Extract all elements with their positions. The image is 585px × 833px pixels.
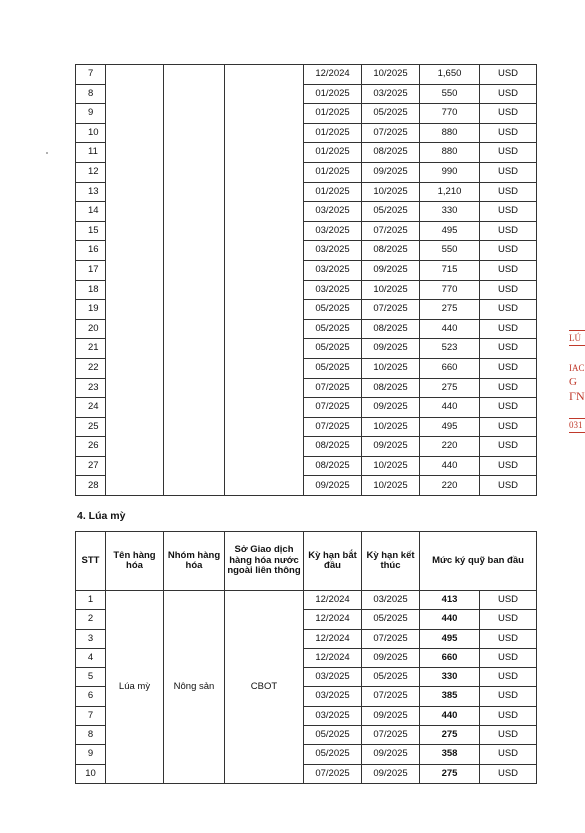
margin-value-cell: 275 — [420, 764, 480, 783]
currency-cell: USD — [480, 437, 537, 457]
commodity-group-cell: Nông sản — [164, 591, 225, 784]
start-term-cell: 05/2025 — [304, 300, 362, 320]
row-number: 21 — [76, 339, 106, 359]
currency-cell: USD — [480, 726, 537, 745]
margin-value-cell: 440 — [420, 610, 480, 629]
start-term-cell: 03/2025 — [304, 280, 362, 300]
table-row — [76, 65, 537, 85]
row-number: 4 — [76, 648, 106, 667]
currency-cell: USD — [480, 84, 537, 104]
end-term-cell: 08/2025 — [362, 241, 420, 261]
margin-value-cell: 275 — [420, 726, 480, 745]
start-term-cell: 05/2025 — [304, 745, 362, 764]
margin-value-cell: 220 — [420, 476, 480, 496]
currency-cell: USD — [480, 260, 537, 280]
start-term-cell: 03/2025 — [304, 202, 362, 222]
end-term-cell: 09/2025 — [362, 260, 420, 280]
section-title: 4. Lúa mỳ — [77, 510, 126, 522]
row-number: 18 — [76, 280, 106, 300]
row-number: 10 — [76, 764, 106, 783]
row-number: 16 — [76, 241, 106, 261]
header-commodity-group: Nhóm hàng hóa — [164, 532, 225, 591]
row-number: 2 — [76, 610, 106, 629]
currency-cell: USD — [480, 358, 537, 378]
currency-cell: USD — [480, 143, 537, 163]
row-number: 8 — [76, 84, 106, 104]
header-stt: STT — [76, 532, 106, 591]
margin-value-cell: 495 — [420, 417, 480, 437]
currency-cell: USD — [480, 398, 537, 418]
margin-value-cell: 660 — [420, 358, 480, 378]
end-term-cell: 09/2025 — [362, 648, 420, 667]
row-number: 14 — [76, 202, 106, 222]
end-term-cell: 05/2025 — [362, 610, 420, 629]
end-term-cell: 07/2025 — [362, 123, 420, 143]
stamp-rule — [569, 345, 585, 346]
row-number: 23 — [76, 378, 106, 398]
start-term-cell: 07/2025 — [304, 398, 362, 418]
end-term-cell: 07/2025 — [362, 629, 420, 648]
end-term-cell: 10/2025 — [362, 358, 420, 378]
end-term-cell: 10/2025 — [362, 476, 420, 496]
end-term-cell: 07/2025 — [362, 687, 420, 706]
margin-value-cell: 440 — [420, 456, 480, 476]
currency-cell: USD — [480, 241, 537, 261]
row-number: 28 — [76, 476, 106, 496]
header-end-term: Kỳ hạn kết thúc — [362, 532, 420, 591]
row-number: 25 — [76, 417, 106, 437]
currency-cell: USD — [480, 300, 537, 320]
margin-value-cell: 413 — [420, 591, 480, 610]
start-term-cell: 03/2025 — [304, 687, 362, 706]
currency-cell: USD — [480, 456, 537, 476]
stamp-text: IAC — [569, 363, 585, 373]
end-term-cell: 10/2025 — [362, 280, 420, 300]
row-number: 19 — [76, 300, 106, 320]
margin-value-cell: 550 — [420, 84, 480, 104]
start-term-cell: 05/2025 — [304, 319, 362, 339]
start-term-cell: 12/2024 — [304, 629, 362, 648]
currency-cell: USD — [480, 687, 537, 706]
start-term-cell: 03/2025 — [304, 260, 362, 280]
exchange-cell — [225, 65, 304, 496]
end-term-cell: 09/2025 — [362, 339, 420, 359]
row-number: 8 — [76, 726, 106, 745]
row-number: 22 — [76, 358, 106, 378]
start-term-cell: 01/2025 — [304, 84, 362, 104]
start-term-cell: 03/2025 — [304, 668, 362, 687]
start-term-cell: 01/2025 — [304, 143, 362, 163]
margin-value-cell: 880 — [420, 123, 480, 143]
row-number: 3 — [76, 629, 106, 648]
currency-cell: USD — [480, 182, 537, 202]
stamp-text: G — [569, 376, 577, 388]
currency-cell: USD — [480, 123, 537, 143]
currency-cell: USD — [480, 706, 537, 725]
row-number: 7 — [76, 706, 106, 725]
margin-value-cell: 330 — [420, 668, 480, 687]
end-term-cell: 07/2025 — [362, 726, 420, 745]
row-number: 20 — [76, 319, 106, 339]
start-term-cell: 03/2025 — [304, 241, 362, 261]
currency-cell: USD — [480, 591, 537, 610]
margin-value-cell: 275 — [420, 378, 480, 398]
stamp-rule — [569, 330, 585, 331]
row-number: 7 — [76, 65, 106, 85]
header-exchange: Sở Giao dịch hàng hóa nước ngoài liên thông — [225, 532, 304, 591]
margin-value-cell: 495 — [420, 629, 480, 648]
end-term-cell: 08/2025 — [362, 378, 420, 398]
table-header-row — [76, 532, 537, 591]
start-term-cell: 12/2024 — [304, 65, 362, 85]
currency-cell: USD — [480, 162, 537, 182]
end-term-cell: 03/2025 — [362, 84, 420, 104]
stamp-text: 031 — [569, 420, 583, 430]
margin-value-cell: 275 — [420, 300, 480, 320]
row-number: 26 — [76, 437, 106, 457]
currency-cell: USD — [480, 610, 537, 629]
currency-cell: USD — [480, 745, 537, 764]
header-initial-margin: Mức ký quỹ ban đầu — [420, 532, 537, 591]
end-term-cell: 09/2025 — [362, 398, 420, 418]
currency-cell: USD — [480, 417, 537, 437]
margin-value-cell: 440 — [420, 706, 480, 725]
row-number: 24 — [76, 398, 106, 418]
margin-value-cell: 1,650 — [420, 65, 480, 85]
commodity-name-cell — [106, 65, 164, 496]
row-number: 6 — [76, 687, 106, 706]
margin-value-cell: 495 — [420, 221, 480, 241]
row-number: 10 — [76, 123, 106, 143]
margin-value-cell: 440 — [420, 319, 480, 339]
start-term-cell: 05/2025 — [304, 339, 362, 359]
end-term-cell: 05/2025 — [362, 668, 420, 687]
end-term-cell: 09/2025 — [362, 764, 420, 783]
end-term-cell: 09/2025 — [362, 706, 420, 725]
end-term-cell: 03/2025 — [362, 591, 420, 610]
end-term-cell: 07/2025 — [362, 300, 420, 320]
end-term-cell: 07/2025 — [362, 221, 420, 241]
end-term-cell: 10/2025 — [362, 456, 420, 476]
currency-cell: USD — [480, 339, 537, 359]
table-row — [76, 591, 537, 610]
header-commodity-name: Tên hàng hóa — [106, 532, 164, 591]
start-term-cell: 07/2025 — [304, 764, 362, 783]
margin-table-continued — [75, 64, 537, 496]
start-term-cell: 07/2025 — [304, 378, 362, 398]
header-start-term: Kỳ hạn bắt đầu — [304, 532, 362, 591]
margin-value-cell: 880 — [420, 143, 480, 163]
margin-value-cell: 358 — [420, 745, 480, 764]
commodity-group-cell — [164, 65, 225, 496]
start-term-cell: 03/2025 — [304, 221, 362, 241]
start-term-cell: 05/2025 — [304, 358, 362, 378]
stamp-text: ΓN — [569, 389, 585, 403]
currency-cell: USD — [480, 629, 537, 648]
commodity-name-cell: Lúa mỳ — [106, 591, 164, 784]
margin-value-cell: 660 — [420, 648, 480, 667]
margin-value-cell: 220 — [420, 437, 480, 457]
end-term-cell: 05/2025 — [362, 104, 420, 124]
row-number: 17 — [76, 260, 106, 280]
exchange-cell: CBOT — [225, 591, 304, 784]
margin-value-cell: 523 — [420, 339, 480, 359]
start-term-cell: 08/2025 — [304, 437, 362, 457]
end-term-cell: 08/2025 — [362, 143, 420, 163]
end-term-cell: 09/2025 — [362, 745, 420, 764]
start-term-cell: 01/2025 — [304, 123, 362, 143]
row-number: 9 — [76, 104, 106, 124]
margin-value-cell: 1,210 — [420, 182, 480, 202]
currency-cell: USD — [480, 280, 537, 300]
currency-cell: USD — [480, 221, 537, 241]
end-term-cell: 08/2025 — [362, 319, 420, 339]
row-number: 9 — [76, 745, 106, 764]
start-term-cell: 07/2025 — [304, 417, 362, 437]
start-term-cell: 12/2024 — [304, 648, 362, 667]
margin-value-cell: 770 — [420, 104, 480, 124]
end-term-cell: 05/2025 — [362, 202, 420, 222]
stamp-rule — [569, 432, 585, 433]
row-number: 12 — [76, 162, 106, 182]
margin-value-cell: 385 — [420, 687, 480, 706]
currency-cell: USD — [480, 319, 537, 339]
row-number: 27 — [76, 456, 106, 476]
end-term-cell: 10/2025 — [362, 65, 420, 85]
wheat-margin-table — [75, 531, 537, 784]
start-term-cell: 01/2025 — [304, 182, 362, 202]
margin-value-cell: 715 — [420, 260, 480, 280]
stamp-text: LÚ — [569, 333, 581, 343]
margin-value-cell: 330 — [420, 202, 480, 222]
currency-cell: USD — [480, 65, 537, 85]
start-term-cell: 01/2025 — [304, 104, 362, 124]
currency-cell: USD — [480, 668, 537, 687]
currency-cell: USD — [480, 476, 537, 496]
start-term-cell: 09/2025 — [304, 476, 362, 496]
start-term-cell: 12/2024 — [304, 610, 362, 629]
start-term-cell: 01/2025 — [304, 162, 362, 182]
end-term-cell: 10/2025 — [362, 182, 420, 202]
currency-cell: USD — [480, 648, 537, 667]
currency-cell: USD — [480, 104, 537, 124]
currency-cell: USD — [480, 378, 537, 398]
end-term-cell: 09/2025 — [362, 162, 420, 182]
start-term-cell: 03/2025 — [304, 706, 362, 725]
start-term-cell: 12/2024 — [304, 591, 362, 610]
currency-cell: USD — [480, 764, 537, 783]
start-term-cell: 08/2025 — [304, 456, 362, 476]
row-number: 11 — [76, 143, 106, 163]
margin-value-cell: 770 — [420, 280, 480, 300]
end-term-cell: 09/2025 — [362, 437, 420, 457]
stamp-rule — [569, 418, 585, 419]
margin-value-cell: 550 — [420, 241, 480, 261]
row-number: 13 — [76, 182, 106, 202]
speck-mark — [46, 152, 48, 154]
currency-cell: USD — [480, 202, 537, 222]
margin-value-cell: 990 — [420, 162, 480, 182]
row-number: 15 — [76, 221, 106, 241]
start-term-cell: 05/2025 — [304, 726, 362, 745]
end-term-cell: 10/2025 — [362, 417, 420, 437]
row-number: 5 — [76, 668, 106, 687]
row-number: 1 — [76, 591, 106, 610]
margin-value-cell: 440 — [420, 398, 480, 418]
